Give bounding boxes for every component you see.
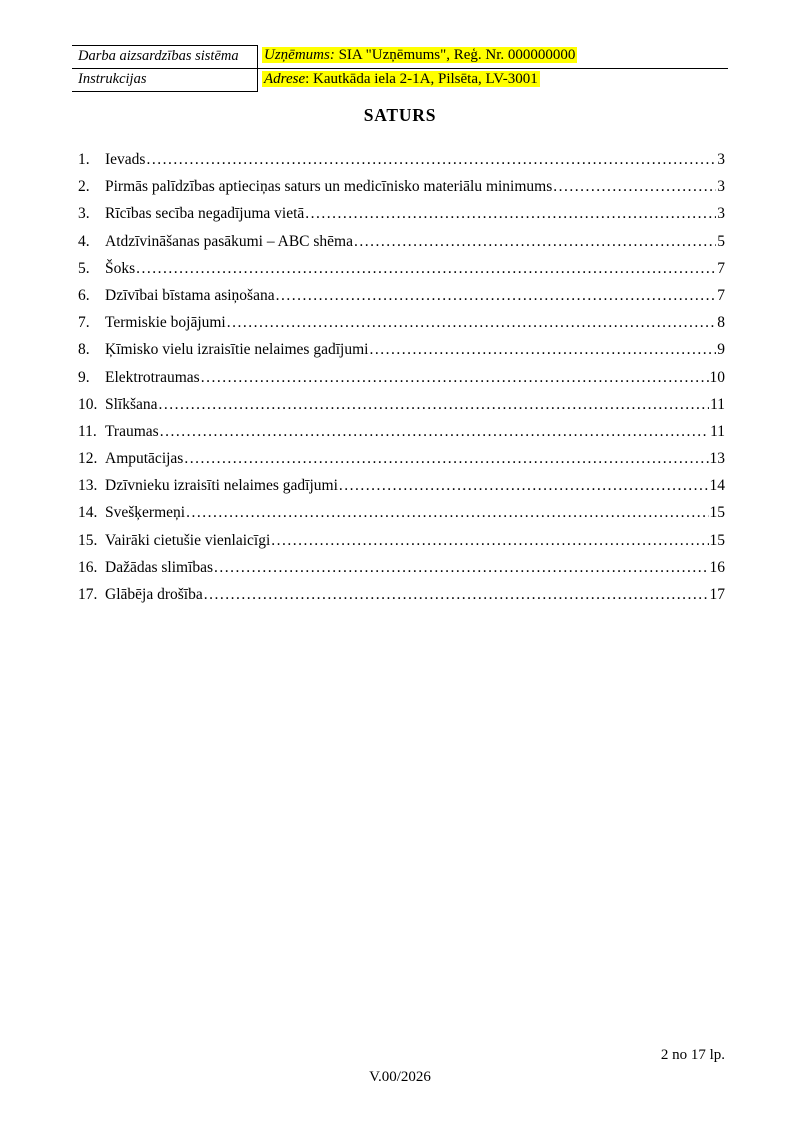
toc-entry: [78, 527, 725, 554]
toc-entry: [78, 472, 725, 499]
toc-entry: [78, 364, 725, 391]
toc-entry-page: 5: [717, 232, 725, 250]
toc-entry-number: 17.: [78, 586, 98, 603]
toc-entry-label: Elektrotraumas: [105, 368, 200, 386]
toc-entry-label: Traumas: [105, 422, 159, 440]
toc-entry-label: Termiskie bojājumi: [105, 314, 226, 332]
toc-dot-leader: [159, 391, 710, 418]
header-system-label: Darba aizsardzības sistēma: [72, 45, 258, 68]
toc-entry: [78, 200, 725, 227]
toc-entry: [78, 418, 725, 445]
toc-entry: [78, 255, 725, 282]
toc-entry-number: 8.: [78, 341, 90, 359]
toc-entry-number: 14.: [78, 504, 98, 522]
toc-dot-leader: [227, 309, 717, 336]
toc-entry-label: Vairāki cietušie vienlaicīgi: [105, 531, 271, 549]
toc-entry-number: 6.: [78, 286, 90, 304]
document-header: [72, 45, 728, 92]
toc-dot-leader: [204, 581, 709, 608]
toc-entry-page: 7: [717, 286, 725, 304]
toc-entry: [78, 282, 725, 309]
toc-entry-page: 16: [709, 558, 725, 576]
footer-page-indicator: 2 no 17 lp.: [660, 1047, 725, 1063]
toc-entry-number: 3.: [78, 205, 90, 223]
header-row-address: [72, 69, 728, 92]
toc-entry-label: Atdzīvināšanas pasākumi – ABC shēma: [105, 232, 353, 250]
toc-entry-page: 15: [709, 531, 725, 549]
toc-dot-leader: [553, 173, 716, 200]
toc-entry-page: 8: [717, 314, 725, 332]
toc-entry-page: 3: [717, 151, 725, 168]
toc-dot-leader: [369, 336, 716, 363]
company-highlight: [262, 47, 577, 63]
toc-entry: [78, 581, 725, 608]
toc-entry: [78, 336, 725, 363]
toc-dot-leader: [271, 527, 708, 554]
toc-dot-leader: [184, 445, 708, 472]
toc-entry-label: Slīkšana: [105, 395, 158, 413]
toc-entry-number: 10.: [78, 395, 98, 413]
toc-entry-page: 11: [710, 422, 725, 440]
toc-entry-label: Šoks: [105, 259, 136, 277]
toc-entry-number: 16.: [78, 558, 98, 576]
header-row-company: [72, 45, 728, 69]
toc-entry: [78, 309, 725, 336]
company-value: SIA "Uzņēmums", Reģ. Nr. 000000000: [334, 47, 576, 63]
header-address-cell: [258, 69, 728, 92]
toc-entry-number: 15.: [78, 531, 98, 549]
toc-dot-leader: [136, 255, 716, 282]
toc-entry-page: 15: [709, 504, 725, 522]
toc-entry-number: 11.: [78, 422, 97, 440]
header-doc-type-label: Instrukcijas: [72, 69, 258, 92]
toc-entry-label: Glābēja drošība: [105, 586, 203, 603]
toc-entry-number: 5.: [78, 259, 90, 277]
toc-entry-number: 9.: [78, 368, 90, 386]
toc-entry-page: 17: [709, 586, 725, 603]
toc-entry: [78, 146, 725, 173]
toc-dot-leader: [146, 146, 716, 173]
toc-dot-leader: [160, 418, 709, 445]
company-label: Uzņēmums:: [264, 47, 335, 63]
toc-dot-leader: [214, 554, 708, 581]
toc-entry-page: 9: [717, 341, 725, 359]
toc-entry-label: Dzīvībai bīstama asiņošana: [105, 286, 275, 304]
toc-entry: [78, 554, 725, 581]
toc-entry-number: 2.: [78, 178, 90, 196]
toc-entry-label: Dzīvnieku izraisīti nelaimes gadījumi: [105, 477, 338, 495]
toc-dot-leader: [305, 200, 716, 227]
toc-entry: [78, 173, 725, 200]
toc-list: [78, 146, 725, 608]
toc-entry-label: Ievads: [105, 151, 146, 168]
toc-entry-number: 7.: [78, 314, 90, 332]
toc-entry-label: Svešķermeņi: [105, 504, 186, 522]
toc-dot-leader: [276, 282, 717, 309]
toc-entry-number: 13.: [78, 477, 98, 495]
toc-entry-page: 14: [709, 477, 725, 495]
toc-entry-label: Ķīmisko vielu izraisītie nelaimes gadījumi: [105, 341, 369, 359]
toc-entry: [78, 499, 725, 526]
toc-entry-label: Amputācijas: [105, 450, 184, 468]
toc-entry-page: 13: [709, 450, 725, 468]
toc-entry-label: Rīcības secība negadījuma vietā: [105, 205, 305, 223]
toc-dot-leader: [186, 499, 708, 526]
address-highlight: [262, 71, 540, 87]
toc-entry: [78, 391, 725, 418]
toc-entry-page: 11: [710, 395, 725, 413]
toc-entry-number: 1.: [78, 151, 90, 168]
toc-entry-label: Pirmās palīdzības aptieciņas saturs un medicīnisko materiālu minimums: [105, 178, 553, 196]
toc-entry-page: 3: [717, 205, 725, 223]
toc-dot-leader: [339, 472, 709, 499]
toc-entry-page: 10: [709, 368, 725, 386]
header-company-cell: [258, 45, 728, 68]
footer-version: V.00/2026: [369, 1069, 431, 1085]
toc-entry: [78, 445, 725, 472]
toc-entry-page: 3: [717, 178, 725, 196]
toc-entry-number: 12.: [78, 450, 98, 468]
toc-entry: [78, 228, 725, 255]
address-value: : Kautkāda iela 2-1A, Pilsēta, LV-3001: [305, 71, 538, 87]
toc-dot-leader: [354, 228, 716, 255]
toc-entry-number: 4.: [78, 232, 90, 250]
toc-entry-label: Dažādas slimības: [105, 558, 214, 576]
address-label: Adrese: [264, 71, 306, 87]
page-title: SATURS: [363, 105, 437, 125]
toc-dot-leader: [201, 364, 709, 391]
toc-entry-page: 7: [717, 259, 725, 277]
